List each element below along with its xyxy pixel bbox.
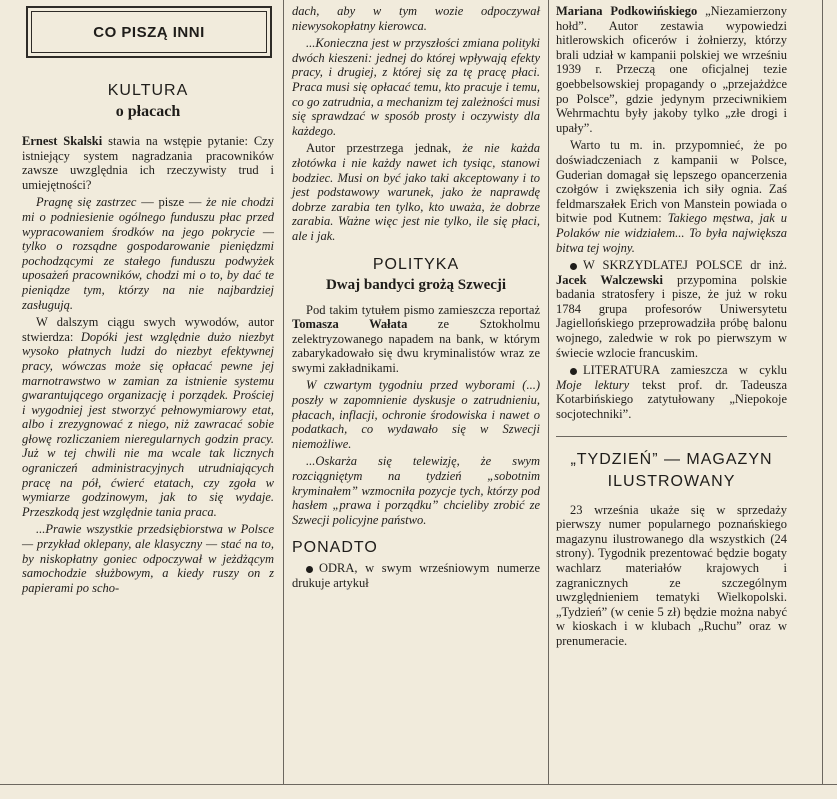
bullet-icon bbox=[570, 368, 577, 375]
kultura-paragraph-1: Ernest Skalski stawia na wstępie pytanie: Czy istniejący system nagradzania pracowników zawsze uwzględnia ich rzeczywisty trud i umiejętności? bbox=[22, 134, 274, 192]
column-2 bbox=[292, 0, 540, 591]
column-divider bbox=[548, 0, 549, 785]
column-1 bbox=[22, 0, 274, 595]
col3-paragraph-1: Mariana Podkowińskiego „Niezamierzony hołd”. Autor zestawia wypowiedzi hitlerowskich oficerów i żołnierzy, którzy brali udział w kampanii polskiej we wrześniu 1939 r. Przeczą one oficjalnej tezie goebbelsowskiej propagandy o „przejażdżce po Polsce”, gdzie jedynym przeciwnikiem Wehrmachtu były jakoby tylko „złe drogi i upały”. bbox=[556, 4, 787, 135]
author-name: Ernest Skalski bbox=[22, 134, 103, 148]
col2-paragraph-6: ...Oskarża się telewizję, że swym rozciągniętym na tydzień „sobotnim kryminałem” wzmocniła pozycje tych, którzy pod hasłem „prawa i porządku” chcieliby zrobić ze Szwecji policyjne państwo. bbox=[292, 454, 540, 527]
author-name: Jacek Walczewski bbox=[556, 272, 663, 287]
bottom-rule bbox=[0, 784, 837, 785]
column-3 bbox=[556, 0, 787, 649]
col3-paragraph-2: Warto tu m. in. przypomnieć, że po doświadczeniach z kampanii w Polsce, Guderian domagał się lepszego opancerzenia czołgów i zwiększenia ich siły ognia. Zaś feldmarszałek Erich von Manstein powiada o bitwie pod Kutnem: Takiego męstwa, jak u Polaków nie widziałem... To była największa bitwa tej wojny. bbox=[556, 138, 787, 255]
kultura-heading: KULTURA bbox=[107, 82, 189, 99]
bullet-icon bbox=[306, 566, 313, 573]
polityka-heading: POLITYKA bbox=[372, 255, 460, 273]
section-title-box bbox=[26, 6, 272, 58]
ponadto-heading: PONADTO bbox=[292, 539, 378, 557]
col3-paragraph-5: 23 września ukaże się w sprzedaży pierwszy numer popularnego poznańskiego magazynu ilustrowanego dla wszystkich (24 strony). Tygodnik prezentować będzie bogaty wachlarz materiałów krajowych i zagranicznych ze szczególnym uwzględnieniem tematyki Wielkopolski. „Tydzień” (w cenie 5 zł) będzie można nabyć w kioskach i w klubach „Ruchu” oraz w prenumeracie. bbox=[556, 502, 787, 648]
col2-paragraph-1: dach, aby w tym wozie odpoczywał niewysokopłatny kierowca. bbox=[292, 4, 540, 33]
col2-paragraph-7: ODRA, w swym wrześniowym numerze drukuje artykuł bbox=[292, 561, 540, 590]
section-divider bbox=[556, 436, 787, 437]
col2-paragraph-2: ...Konieczna jest w przyszłości zmiana polityki dwóch kieszeni: jednej do której wpływają efekty pracy, i drugiej, z której się za tę pracę płaci. Praca musi się opłacać temu, kto pracuje i temu, co go zatrudnia, a mechanizm tej zależności musi się sprawdzać w sposób prosty i oczywisty dla każdego. bbox=[292, 36, 540, 138]
kultura-paragraph-2: Pragnę się zastrzec — pisze — że nie chodzi mi o podniesienie ogólnego funduszu płac przed wypracowaniem środków na jego pokrycie — tylko o rozsądne gospodarowanie pieniędzmi pochodzącymi ze stałego funduszu podwyżek uposażeń pracowników, chodzi mi o to, by dać te pieniądze tym, którzy na nie najbardziej zasługują. bbox=[22, 195, 274, 312]
author-name: Tomasza Wałata bbox=[292, 317, 408, 332]
polityka-subheading: Dwaj bandyci grożą Szwecji bbox=[325, 276, 507, 293]
column-divider bbox=[822, 0, 823, 785]
column-divider bbox=[283, 0, 284, 785]
kultura-subheading: o płacach bbox=[115, 103, 181, 120]
col3-paragraph-4: LITERATURA zamieszcza w cyklu Moje lektury tekst prof. dr. Tadeusza Kotarbińskiego zatytułowany „Niepokoje socjotechniki”. bbox=[556, 363, 787, 422]
bullet-icon bbox=[570, 263, 577, 270]
kultura-paragraph-3: W dalszym ciągu swych wywodów, autor stwierdza: Dopóki jest względnie dużo niezbyt wysoko płatnych ludzi do niezbyt efektywnej pracy, wówczas może się opłacać pewne jej marnotrawstwo w zamian za istnienie systemu gwarantującego organizację i porządek. Prościej i wygodniej jest stworzyć pełnowymiarowy etat, albo i zrezygnować z niego, niż zawracać sobie głowę rozliczaniem nieregularnych godzin pracy. Już w tej chwili nie ma wcale tak licznych ograniczeń administracyjnych utrudniających pracę na pół, ćwierć etatach, czy zgoła w wymiarze godzinowym, jak to się wydaje. Przeszkodą jest względnie tania praca. bbox=[22, 315, 274, 519]
col2-paragraph-5: W czwartym tygodniu przed wyborami (...) poszły w zapomnienie dyskusje o zatrudnieniu, płacach, inflacji, ochronie środowiska i nawet o podatkach, co wydawało się w Szwecji niemożliwe. bbox=[292, 378, 540, 451]
kultura-paragraph-4: ...Prawie wszystkie przedsiębiorstwa w Polsce — przykład oklepany, ale klasyczny — stać na to, by niskopłatny goniec odpoczywał w jeżdżącym samochodzie służbowym, a kiedy ruszy on z papierami po scho- bbox=[22, 522, 274, 595]
col2-paragraph-4: Pod takim tytułem pismo zamieszcza reportaż Tomasza Wałata ze Sztokholmu zelektryzowanego napadem na bank, w którym zabarykadowało się dwu kryminalistów wraz ze swymi zakładnikami. bbox=[292, 302, 540, 375]
author-name: Mariana Podkowińskiego bbox=[556, 4, 698, 18]
col3-paragraph-3: W SKRZYDLATEJ POLSCE dr inż. Jacek Walczewski przypomina polskie badania stratosfery i pisze, że już w roku 1784 grupa profesorów Uniwersytetu Jagiellońskiego przeprowadziła próbę balonu wojnego, zaledwie w rok po pierwszym w świecie wzlocie francuskim. bbox=[556, 258, 787, 360]
tydzien-heading: „TYDZIEŃ” — MAGAZYN ILUSTROWANY bbox=[570, 450, 773, 490]
col2-paragraph-3: Autor przestrzega jednak, że nie każda złotówka i nie każdy nawet ich tysiąc, stanowi bodziec. Musi on być jako taki akceptowany i to jest podstawowy warunek, jako że naprawdę dobrze zarabia ten tylko, kto uważa, że dobrze zarabia. Ważne więc jest nie tylko, ile się płaci, ale i jak. bbox=[292, 141, 540, 243]
section-title: CO PISZĄ INNI bbox=[93, 23, 205, 41]
